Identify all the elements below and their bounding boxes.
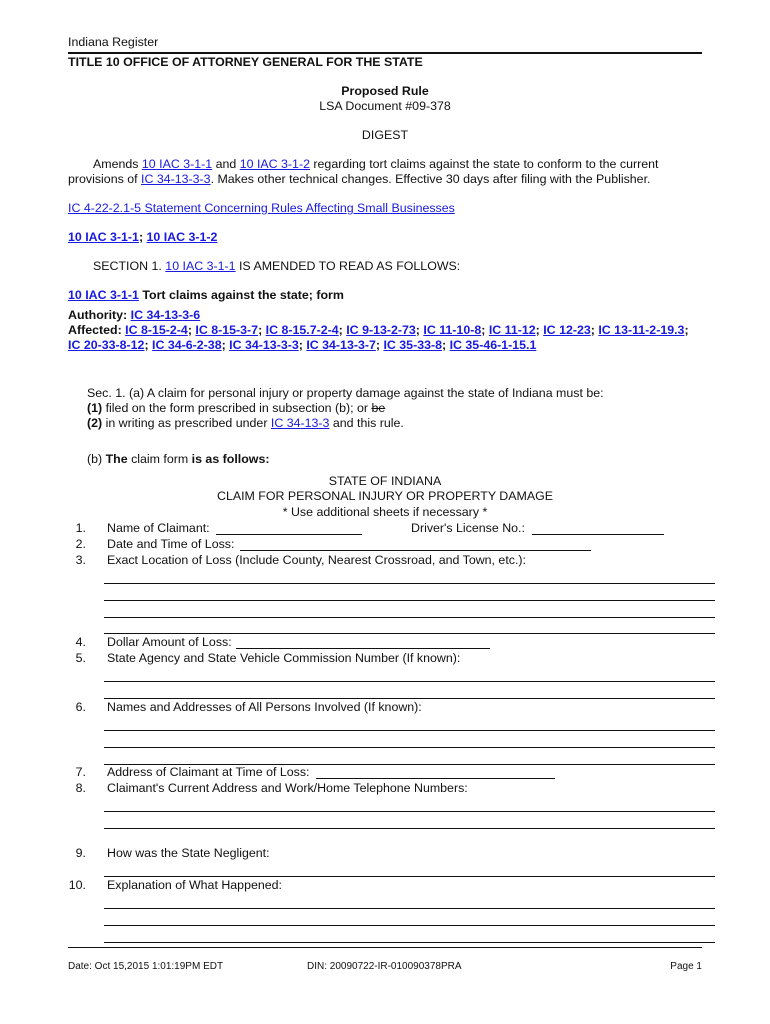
explanation-line[interactable] [104, 908, 715, 909]
claimant-address-at-loss-field[interactable] [316, 778, 555, 779]
separator: ; [221, 338, 230, 352]
affected-link[interactable]: IC 35-33-8 [383, 338, 442, 352]
drivers-license-label: Driver's License No.: [411, 521, 525, 535]
form-note: * Use additional sheets if necessary * [282, 505, 488, 519]
dollar-amount-field[interactable] [236, 648, 490, 649]
item-number: 9. [75, 846, 86, 860]
subsection-text: (b) [87, 452, 106, 466]
separator: ; [298, 338, 307, 352]
affected-links-1 [125, 323, 688, 337]
item-number: 7. [75, 765, 86, 779]
separator: ; [138, 230, 147, 244]
inserted-text: The [105, 452, 128, 466]
persons-involved-line[interactable] [104, 730, 715, 731]
current-address-phone-label: Claimant's Current Address and Work/Home Telephone Numbers: [107, 781, 468, 795]
item-number: (2) [87, 416, 103, 430]
item-number: 4. [75, 635, 86, 649]
footer-rule [68, 947, 702, 948]
affected-link[interactable]: IC 11-12 [488, 323, 536, 337]
authority-line [68, 308, 200, 322]
sec-1-item-2 [87, 416, 404, 430]
location-of-loss-line[interactable] [104, 600, 715, 601]
separator: ; [684, 323, 689, 337]
rule-title-text: Tort claims against the state; form [138, 288, 344, 302]
item-number: 8. [75, 781, 86, 795]
persons-involved-line[interactable] [104, 747, 715, 748]
explanation-line[interactable] [104, 925, 715, 926]
affected-link[interactable]: IC 20-33-8-12 [68, 338, 145, 352]
separator: ; [442, 338, 450, 352]
location-of-loss-line[interactable] [104, 633, 715, 634]
dollar-amount-label: Dollar Amount of Loss: [107, 635, 232, 649]
current-address-line[interactable] [104, 828, 715, 829]
location-of-loss-label: Exact Location of Loss (Include County, Nearest Crossroad, and Town, etc.): [107, 553, 526, 567]
inserted-text: is as follows: [191, 452, 270, 466]
affected-link[interactable]: IC 9-13-2-73 [346, 323, 416, 337]
separator: ; [375, 338, 384, 352]
affected-link[interactable]: IC 11-10-8 [423, 323, 482, 337]
separator: ; [415, 323, 424, 337]
separator: ; [590, 323, 599, 337]
claimant-name-label: Name of Claimant: [107, 521, 210, 535]
current-address-line[interactable] [104, 811, 715, 812]
explanation-label: Explanation of What Happened: [107, 878, 282, 892]
drivers-license-field[interactable] [532, 534, 664, 535]
struck-text: be [371, 401, 386, 415]
footer-din: DIN: 20090722-IR-010090378PRA [307, 961, 462, 972]
digest-text: provisions of [68, 172, 142, 186]
section-1-heading [93, 259, 460, 273]
digest-heading: DIGEST [361, 128, 409, 142]
small-business-statement-link[interactable]: IC 4-22-2.1-5 Statement Concerning Rules Affecting Small Businesses [68, 201, 455, 215]
location-of-loss-line[interactable] [104, 617, 715, 618]
link-10-iac-3-1-2[interactable]: 10 IAC 3-1-2 [146, 230, 218, 244]
digest-line-2 [68, 172, 650, 186]
link-10-iac-3-1-1[interactable]: 10 IAC 3-1-1 [68, 230, 139, 244]
affected-link[interactable]: IC 8-15.7-2-4 [265, 323, 339, 337]
sec-1-intro: Sec. 1. (a) A claim for personal injury or property damage against the state of Indiana must be: [87, 386, 604, 400]
affected-link[interactable]: IC 34-13-3-3 [229, 338, 299, 352]
section-text: SECTION 1. [93, 259, 166, 273]
affected-link[interactable]: IC 8-15-2-4 [125, 323, 188, 337]
claimant-address-at-loss-label: Address of Claimant at Time of Loss: [107, 765, 310, 779]
sec-1-item-1 [87, 401, 385, 415]
separator: ; [144, 338, 153, 352]
separator: ; [481, 323, 489, 337]
digest-text: . Makes other technical changes. Effective 30 days after filing with the Publisher. [210, 172, 651, 186]
affected-link[interactable]: IC 35-46-1-15.1 [449, 338, 537, 352]
item-number: 6. [75, 700, 86, 714]
authority-label: Authority: [68, 308, 131, 322]
separator: ; [187, 323, 196, 337]
affected-line-2 [68, 338, 536, 352]
register-name: Indiana Register [68, 35, 159, 49]
item-number: 5. [75, 651, 86, 665]
separator: ; [535, 323, 544, 337]
state-agency-label: State Agency and State Vehicle Commission Number (If known): [107, 651, 461, 665]
title-heading: TITLE 10 OFFICE OF ATTORNEY GENERAL FOR THE STATE [68, 55, 423, 69]
subsection-text: claim form [127, 452, 192, 466]
date-time-of-loss-field[interactable] [240, 550, 591, 551]
proposed-rule-heading: Proposed Rule [341, 84, 429, 98]
affected-link[interactable]: IC 12-23 [543, 323, 591, 337]
lsa-document-number: LSA Document #09-378 [319, 99, 451, 113]
header-rule [68, 52, 702, 54]
form-state-heading: STATE OF INDIANA [328, 474, 442, 488]
link-ic-34-13-3-6[interactable]: IC 34-13-3-6 [130, 308, 201, 322]
item-number: 3. [75, 553, 86, 567]
form-claim-title: CLAIM FOR PERSONAL INJURY OR PROPERTY DAMAGE [217, 489, 553, 503]
date-time-of-loss-label: Date and Time of Loss: [107, 537, 235, 551]
affected-label: Affected: [68, 323, 126, 337]
claimant-name-field[interactable] [216, 534, 362, 535]
digest-text: and [212, 157, 240, 171]
state-agency-line[interactable] [104, 698, 715, 699]
item-text: in writing as prescribed under [102, 416, 271, 430]
affected-link[interactable]: IC 34-6-2-38 [152, 338, 222, 352]
digest-text: regarding tort claims against the state to conform to the current [309, 157, 659, 171]
section-text: IS AMENDED TO READ AS FOLLOWS: [235, 259, 461, 273]
item-number: 2. [75, 537, 86, 551]
rule-title [68, 288, 344, 302]
state-agency-line[interactable] [104, 681, 715, 682]
affected-link[interactable]: IC 8-15-3-7 [195, 323, 259, 337]
digest-line-1 [93, 157, 658, 171]
rules-list [68, 230, 217, 244]
link-ic-34-13-3-3[interactable]: IC 34-13-3-3 [141, 172, 211, 186]
affected-link[interactable]: IC 13-11-2-19.3 [598, 323, 685, 337]
item-text: and this rule. [329, 416, 404, 430]
item-number: (1) [87, 401, 103, 415]
state-negligence-line[interactable] [104, 876, 715, 877]
affected-link[interactable]: IC 34-13-3-7 [306, 338, 376, 352]
affected-links-2 [68, 338, 536, 352]
item-number: 10. [68, 878, 86, 892]
link-10-iac-3-1-1[interactable]: 10 IAC 3-1-1 [165, 259, 236, 273]
location-of-loss-line[interactable] [104, 583, 715, 584]
separator: ; [338, 323, 347, 337]
link-10-iac-3-1-1[interactable]: 10 IAC 3-1-1 [68, 288, 139, 302]
explanation-line[interactable] [104, 942, 715, 943]
footer-page-number: Page 1 [670, 961, 702, 972]
item-number: 1. [75, 521, 86, 535]
persons-involved-label: Names and Addresses of All Persons Involved (If known): [107, 700, 422, 714]
affected-line-1 [68, 323, 689, 337]
link-10-iac-3-1-2[interactable]: 10 IAC 3-1-2 [239, 157, 310, 171]
link-ic-34-13-3[interactable]: IC 34-13-3 [270, 416, 330, 430]
state-negligence-label: How was the State Negligent: [107, 846, 270, 860]
sec-1-subsection-b [87, 452, 269, 466]
digest-text: Amends [93, 157, 142, 171]
link-10-iac-3-1-1[interactable]: 10 IAC 3-1-1 [141, 157, 213, 171]
footer-date: Date: Oct 15,2015 1:01:19PM EDT [68, 961, 224, 972]
item-text: filed on the form prescribed in subsection (b); or [102, 401, 372, 415]
separator: ; [258, 323, 266, 337]
